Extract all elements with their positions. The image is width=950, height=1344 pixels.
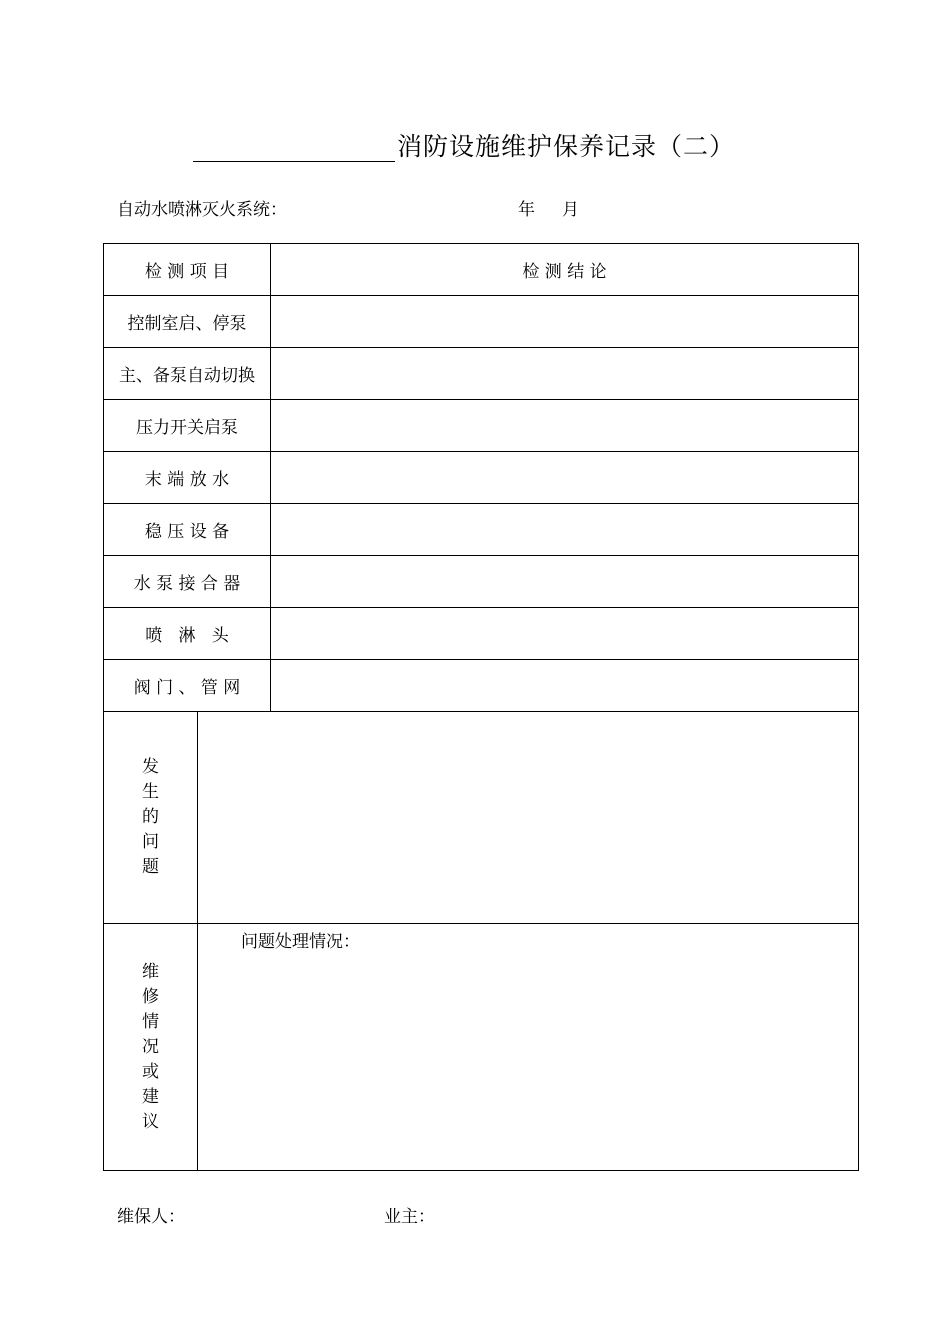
item-label: 稳 压 设 备 [104, 504, 271, 555]
result-field[interactable] [271, 348, 858, 399]
title-blank-line[interactable] [193, 131, 395, 162]
item-label: 水 泵 接 合 器 [104, 556, 271, 607]
item-label: 主、备泵自动切换 [104, 348, 271, 399]
year-label: 年 [518, 200, 535, 220]
table-row [103, 452, 859, 504]
repair-field[interactable] [198, 924, 858, 1170]
result-field[interactable] [271, 452, 858, 503]
result-field[interactable] [271, 504, 858, 555]
problems-row [103, 712, 859, 924]
result-field[interactable] [271, 660, 858, 711]
document-title [193, 126, 735, 162]
table-row [103, 660, 859, 712]
result-field[interactable] [271, 608, 858, 659]
maintainer-label: 维保人： [117, 1207, 185, 1227]
result-field[interactable] [271, 296, 858, 347]
header-item: 检 测 项 目 [104, 244, 271, 295]
table-row [103, 348, 859, 400]
item-label: 控制室启、停泵 [104, 296, 271, 347]
handling-label: 问题处理情况： [241, 932, 360, 952]
maintenance-table [103, 243, 859, 1171]
header-result: 检 测 结 论 [522, 262, 607, 282]
table-header-row [103, 243, 859, 296]
repair-row [103, 924, 859, 1171]
result-field[interactable] [271, 556, 858, 607]
item-label: 喷 淋 头 [104, 608, 271, 659]
month-label: 月 [562, 200, 579, 220]
table-row [103, 608, 859, 660]
item-label: 末 端 放 水 [104, 452, 271, 503]
table-row [103, 296, 859, 348]
system-label: 自动水喷淋灭火系统： [117, 200, 287, 220]
table-row [103, 556, 859, 608]
result-field[interactable] [271, 400, 858, 451]
repair-label: 维 修 情 况 或 建 议 [104, 924, 198, 1170]
problems-label: 发 生 的 问 题 [104, 712, 198, 923]
item-label: 阀 门 、 管 网 [104, 660, 271, 711]
item-label: 压力开关启泵 [104, 400, 271, 451]
owner-label: 业主： [384, 1207, 435, 1227]
title-text: 消防设施维护保养记录（二） [397, 132, 736, 161]
problems-field[interactable] [198, 712, 858, 923]
table-row [103, 400, 859, 452]
table-row [103, 504, 859, 556]
